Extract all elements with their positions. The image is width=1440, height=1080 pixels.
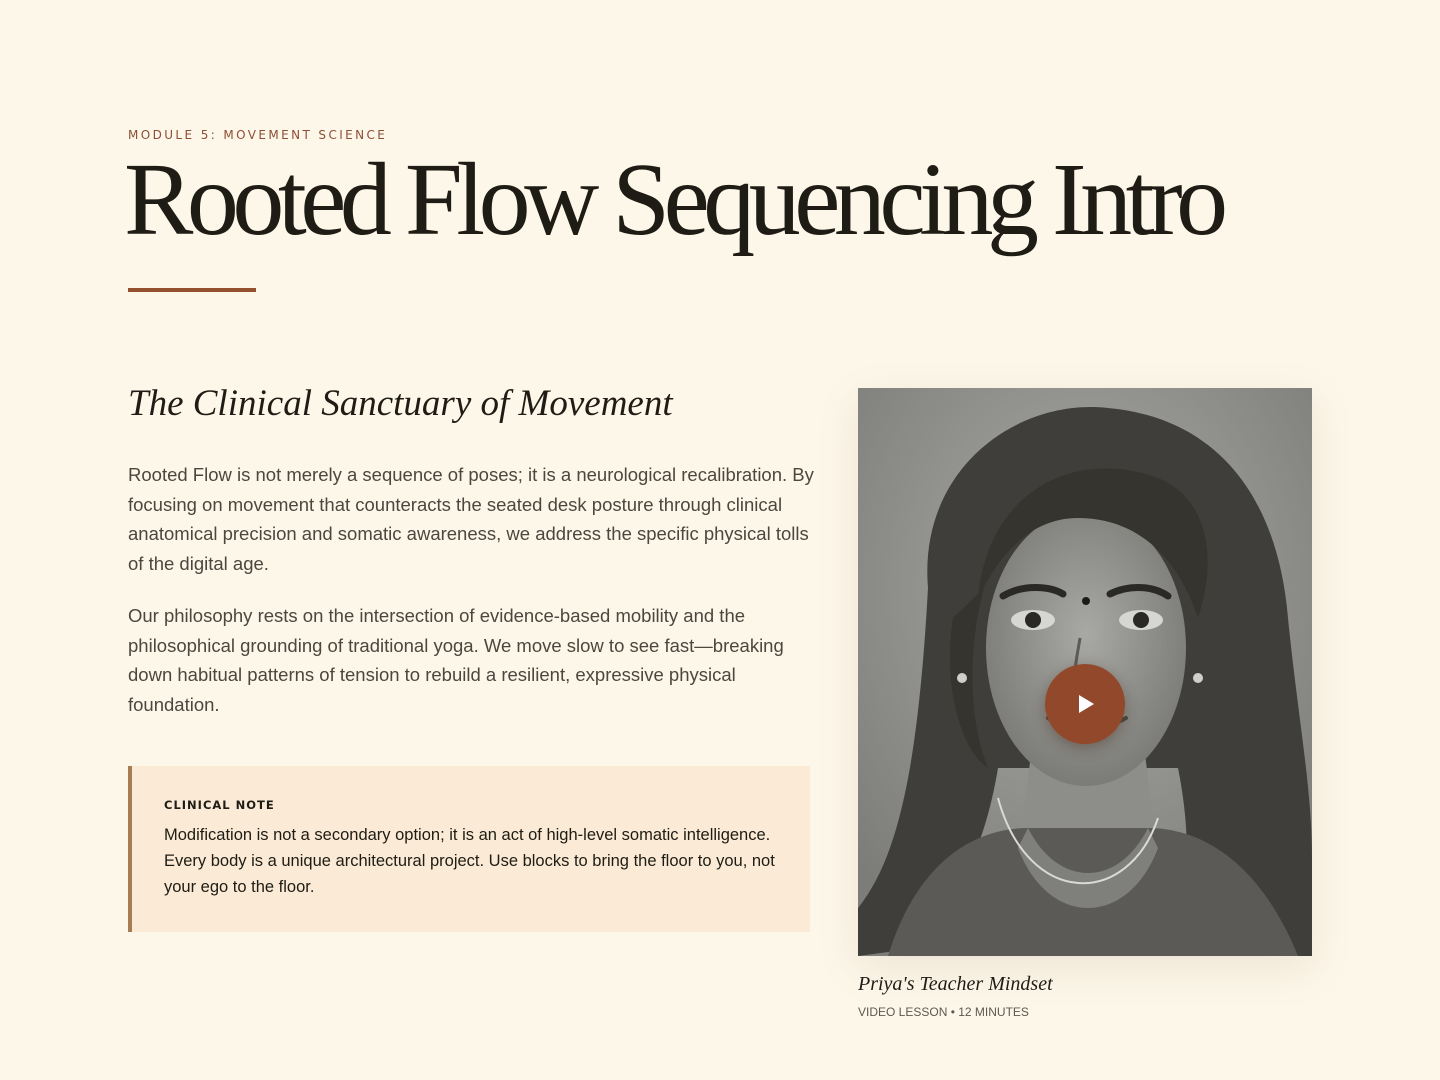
intro-paragraph: Rooted Flow is not merely a sequence of poses; it is a neurological recalibration. By focusing on movement that counteracts the seated desk posture through clinical anatomical precision and somatic awareness, we address the specific physical tolls of the digital age. bbox=[128, 464, 814, 574]
page-title: Rooted Flow Sequencing Intro bbox=[124, 142, 1222, 257]
video-title: Priya's Teacher Mindset bbox=[858, 973, 1053, 995]
video-meta: VIDEO LESSON • 12 MINUTES bbox=[858, 1005, 1029, 1019]
philosophy-paragraph: Our philosophy rests on the intersection of evidence-based mobility and the philosophical grounding of traditional yoga. We move slow to see fast—breaking down habitual patterns of tension to rebuild a resilient, expressive physical foundation. bbox=[128, 605, 784, 715]
title-divider bbox=[128, 288, 256, 292]
video-thumbnail[interactable] bbox=[858, 388, 1312, 956]
clinical-note-callout bbox=[128, 766, 810, 932]
clinical-note-label: CLINICAL NOTE bbox=[164, 798, 275, 812]
play-icon bbox=[1073, 692, 1097, 716]
section-subtitle: The Clinical Sanctuary of Movement bbox=[128, 383, 673, 424]
module-eyebrow: MODULE 5: MOVEMENT SCIENCE bbox=[128, 128, 388, 142]
clinical-note-text: Modification is not a secondary option; it is an act of high-level somatic intelligence. Every body is a unique architectural project. Use blocks to bring the floor to you, not your ego to the floor. bbox=[164, 826, 775, 896]
play-button[interactable] bbox=[1045, 664, 1125, 744]
